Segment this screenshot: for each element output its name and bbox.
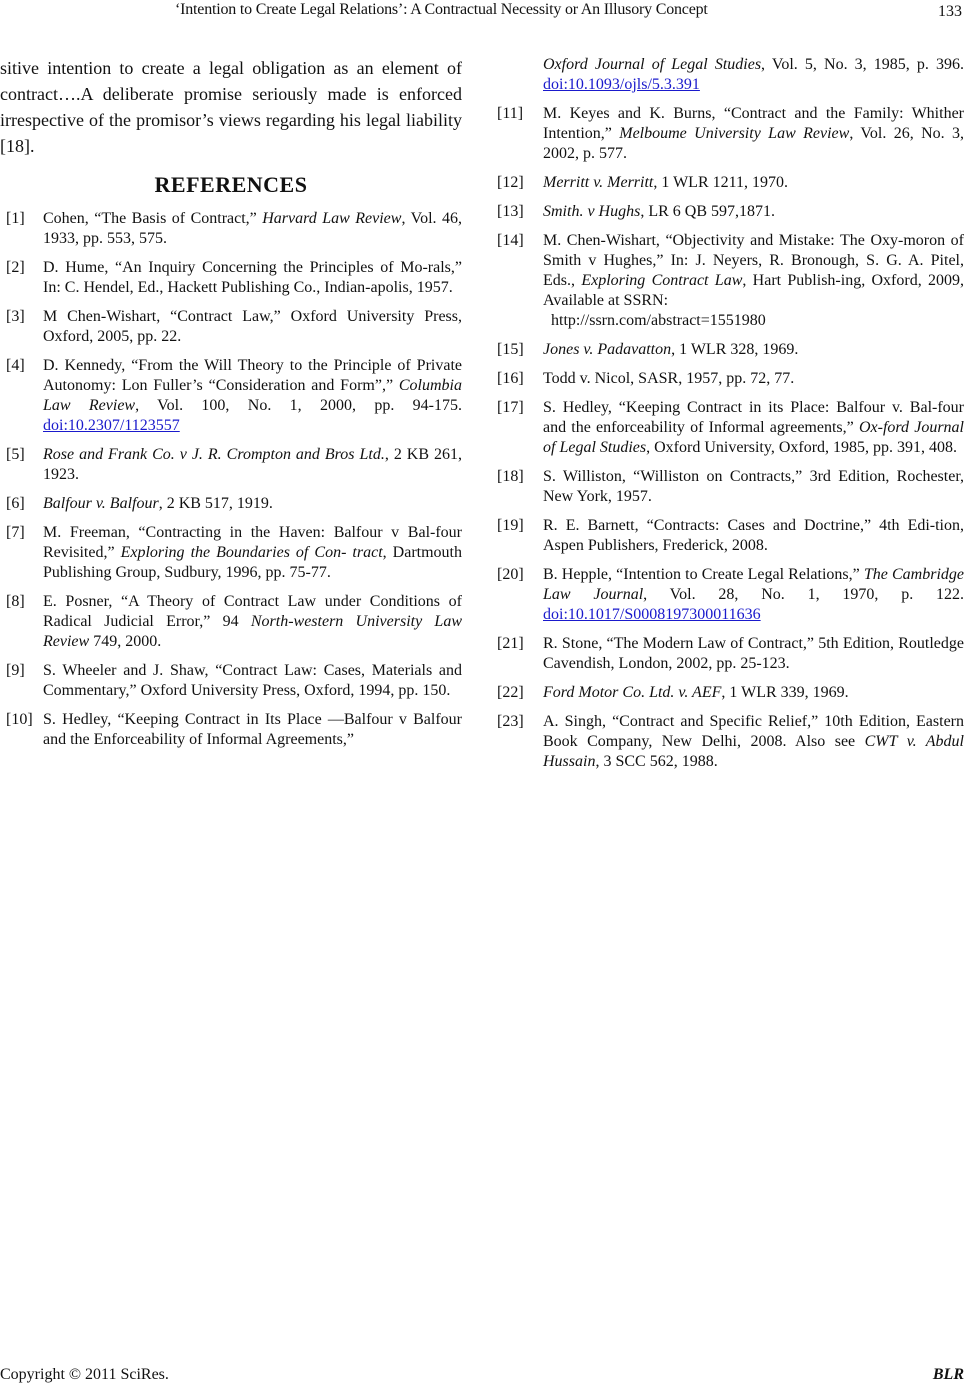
reference-text <box>543 634 964 674</box>
page-header <box>0 0 968 22</box>
reference-text-segment: , 2 KB 261, 1923. <box>43 446 462 483</box>
reference-item <box>0 661 462 701</box>
reference-text <box>543 683 964 703</box>
reference-text-segment: S. Williston, “Williston on Contracts,” 3rd Edition, Rochester, New York, 1957. <box>543 468 964 505</box>
reference-number: [16] <box>497 370 524 387</box>
reference-list-left <box>0 209 462 750</box>
reference-number: [11] <box>497 105 524 122</box>
reference-10-continuation <box>497 55 964 95</box>
reference-number: [12] <box>497 174 524 191</box>
page-number: 133 <box>938 3 962 20</box>
reference-text-segment: Cohen, “The Basis of Contract,” <box>43 210 263 227</box>
doi-link[interactable]: doi:10.1017/S0008197300011636 <box>543 606 761 623</box>
reference-number: [15] <box>497 341 524 358</box>
reference-text-segment: , Hart Publish-ing, Oxford, 2009, Available at SSRN: <box>543 272 965 309</box>
reference-text <box>43 494 462 514</box>
reference-text-segment: Exploring the Boundaries of Con- tract <box>120 544 383 561</box>
reference-text-segment: , 1 WLR 328, 1969. <box>671 341 799 358</box>
reference-number: [20] <box>497 566 524 583</box>
reference-text-segment: The Cambridge Law Journal <box>543 566 964 603</box>
running-title: ‘Intention to Create Legal Relations’: A Contractual Necessity or An Illusory Concept <box>175 1 708 18</box>
reference-text-segment: , 1 WLR 339, 1969. <box>721 684 849 701</box>
reference-text-segment: S. Hedley, “Keeping Contract in its Place: Balfour v. Bal-four and the enforceability of Informal agreements,” <box>543 399 964 436</box>
reference-number: [19] <box>497 517 524 534</box>
journal-abbreviation: BLR <box>932 1366 964 1383</box>
reference-item <box>0 356 462 436</box>
reference-text <box>43 710 462 750</box>
reference-text-segment: , Vol. 5, No. 3, 1985, p. 396. <box>761 56 964 73</box>
reference-text-segment: Todd v. Nicol, SASR, 1957, pp. 72, 77. <box>543 370 795 387</box>
reference-text-segment: Balfour v. Balfour <box>43 495 159 512</box>
reference-number: [4] <box>6 357 25 374</box>
reference-text <box>43 307 462 347</box>
reference-text-segment: M. Freeman, “Contracting in the Haven: Balfour v Bal-four Revisited,” <box>43 524 462 561</box>
reference-text-segment: , Vol. 46, 1933, pp. 553, 575. <box>43 210 462 247</box>
reference-item <box>0 494 462 514</box>
reference-text-segment: , LR 6 QB 597,1871. <box>640 203 775 220</box>
reference-item <box>497 369 964 389</box>
reference-text <box>43 356 462 436</box>
intro-paragraph: sitive intention to create a legal obligation as an element of contract….A deliberate promise seriously made is enforced irrespective of the promisor’s views regarding his legal liability [18]. <box>0 58 462 156</box>
reference-text-segment: , Vol. 28, No. 1, 1970, p. 122. <box>643 586 965 603</box>
reference-text-segment: North-western University Law Review <box>43 613 462 650</box>
url-text: http://ssrn.com/abstract=1551980 <box>551 312 766 329</box>
reference-text <box>43 523 462 583</box>
reference-item <box>497 340 964 360</box>
reference-text-segment: S. Hedley, “Keeping Contract in Its Place —Balfour v Balfour and the Enforceability of Informal Agreements,” <box>43 711 462 748</box>
reference-text <box>543 369 964 389</box>
reference-number: [21] <box>497 635 524 652</box>
reference-item <box>497 565 964 625</box>
reference-number: [14] <box>497 232 524 249</box>
reference-text-segment: Jones v. Padavatton <box>543 341 672 358</box>
reference-number: [22] <box>497 684 524 701</box>
reference-text-segment: M Chen-Wishart, “Contract Law,” Oxford University Press, Oxford, 2005, pp. 22. <box>43 308 462 345</box>
reference-number: [17] <box>497 399 524 416</box>
reference-text-segment: R. E. Barnett, “Contracts: Cases and Doctrine,” 4th Edi-tion, Aspen Publishers, Frederick, 2008. <box>543 517 964 554</box>
doi-link[interactable]: doi:10.2307/1123557 <box>43 417 180 434</box>
reference-text-segment: D. Kennedy, “From the Will Theory to the Principle of Private Autonomy: Lon Fuller’s “Consideration and Form”,” <box>43 357 462 394</box>
reference-text <box>543 565 964 625</box>
reference-text <box>43 592 462 652</box>
right-column <box>497 55 964 781</box>
reference-number: [3] <box>6 308 25 325</box>
reference-text-segment: B. Hepple, “Intention to Create Legal Relations,” <box>543 566 864 583</box>
reference-item <box>0 258 462 298</box>
reference-text <box>543 231 964 331</box>
reference-text-segment: D. Hume, “An Inquiry Concerning the Principles of Mo-rals,” In: C. Hendel, Ed., Hackett Publishing Co., Indian-apolis, 1957. <box>43 259 462 296</box>
reference-number: [1] <box>6 210 25 227</box>
reference-text-segment: Merritt v. Merritt <box>543 174 654 191</box>
reference-text-segment: Rose and Frank Co. v J. R. Crompton and Bros Ltd. <box>43 446 385 463</box>
reference-text-segment: E. Posner, “A Theory of Contract Law under Conditions of Radical Judicial Error,” 94 <box>43 593 462 630</box>
reference-text <box>43 661 462 701</box>
reference-text <box>543 712 964 772</box>
doi-link[interactable]: doi:10.1093/ojls/5.3.391 <box>543 76 700 93</box>
reference-text-segment: , Vol. 100, No. 1, 2000, pp. 94-175. <box>135 397 463 414</box>
reference-text <box>543 398 964 458</box>
reference-text-segment: M. Keyes and K. Burns, “Contract and the Family: Whither Intention,” <box>543 105 964 142</box>
reference-text-segment: A. Singh, “Contract and Specific Relief,” 10th Edition, Eastern Book Company, New Delhi, 2008. Also see <box>543 713 964 750</box>
reference-item <box>0 710 462 750</box>
reference-text <box>43 445 462 485</box>
reference-text-segment: , 2 KB 517, 1919. <box>158 495 273 512</box>
reference-text-segment: Columbia Law Review <box>43 377 462 414</box>
reference-item <box>497 516 964 556</box>
reference-text <box>43 209 462 249</box>
reference-number: [18] <box>497 468 524 485</box>
reference-text-segment: Oxford Journal of Legal Studies <box>543 56 762 73</box>
reference-text <box>543 173 964 193</box>
reference-text-segment: , Dartmouth Publishing Group, Sudbury, 1996, pp. 75-77. <box>43 544 462 581</box>
reference-text-segment: CWT v. Abdul Hussain <box>543 733 965 770</box>
reference-item <box>497 231 964 331</box>
reference-item <box>497 398 964 458</box>
reference-text-segment: , Oxford University, Oxford, 1985, pp. 391, 408. <box>646 439 958 456</box>
reference-item <box>497 712 964 772</box>
reference-item <box>0 445 462 485</box>
reference-text <box>543 516 964 556</box>
reference-number: [8] <box>6 593 25 610</box>
reference-number: [10] <box>6 711 33 728</box>
reference-text-segment: 749, 2000. <box>89 633 162 650</box>
reference-number: [6] <box>6 495 25 512</box>
reference-text <box>543 104 964 164</box>
reference-number: [7] <box>6 524 25 541</box>
reference-text-segment: Harvard Law Review <box>262 210 402 227</box>
reference-text-segment: , Vol. 26, No. 3, 2002, p. 577. <box>543 125 964 162</box>
reference-text-segment: Melboume University Law Review <box>619 125 850 142</box>
reference-number: [5] <box>6 446 25 463</box>
reference-text-segment: Ford Motor Co. Ltd. v. AEF <box>543 684 722 701</box>
reference-item <box>497 683 964 703</box>
reference-text-segment: , 1 WLR 1211, 1970. <box>653 174 789 191</box>
reference-text-segment: M. Chen-Wishart, “Objectivity and Mistake: The Oxy-moron of Smith v Hughes,” In: J. Neyers, R. Bronough, S. G. A. Pitel, Eds., <box>543 232 964 289</box>
reference-item <box>497 634 964 674</box>
references-heading: REFERENCES <box>154 172 308 197</box>
reference-text-segment: , 3 SCC 562, 1988. <box>595 753 718 770</box>
reference-text-segment: Smith. v Hughs <box>543 203 641 220</box>
reference-text-segment: S. Wheeler and J. Shaw, “Contract Law: Cases, Materials and Commentary,” Oxford University Press, Oxford, 1994, pp. 150. <box>43 662 462 699</box>
reference-text <box>543 202 964 222</box>
reference-number: [9] <box>6 662 25 679</box>
reference-item <box>497 202 964 222</box>
left-column <box>0 55 462 759</box>
reference-item <box>0 209 462 249</box>
reference-text <box>43 258 462 298</box>
reference-item <box>0 523 462 583</box>
reference-number: [13] <box>497 203 524 220</box>
reference-item <box>497 467 964 507</box>
reference-text-segment: R. Stone, “The Modern Law of Contract,” 5th Edition, Routledge Cavendish, London, 2002, pp. 25-123. <box>543 635 964 672</box>
reference-item <box>497 173 964 193</box>
reference-text <box>543 467 964 507</box>
reference-text-segment: Ox-ford Journal of Legal Studies <box>543 419 965 456</box>
reference-text-segment: Exploring Contract Law <box>581 272 743 289</box>
reference-list-right <box>497 104 964 772</box>
reference-item <box>0 592 462 652</box>
reference-item <box>0 307 462 347</box>
reference-item <box>497 104 964 164</box>
reference-number: [2] <box>6 259 25 276</box>
reference-number: [23] <box>497 713 524 730</box>
reference-text <box>543 340 964 360</box>
copyright-notice: Copyright © 2011 SciRes. <box>0 1366 169 1383</box>
